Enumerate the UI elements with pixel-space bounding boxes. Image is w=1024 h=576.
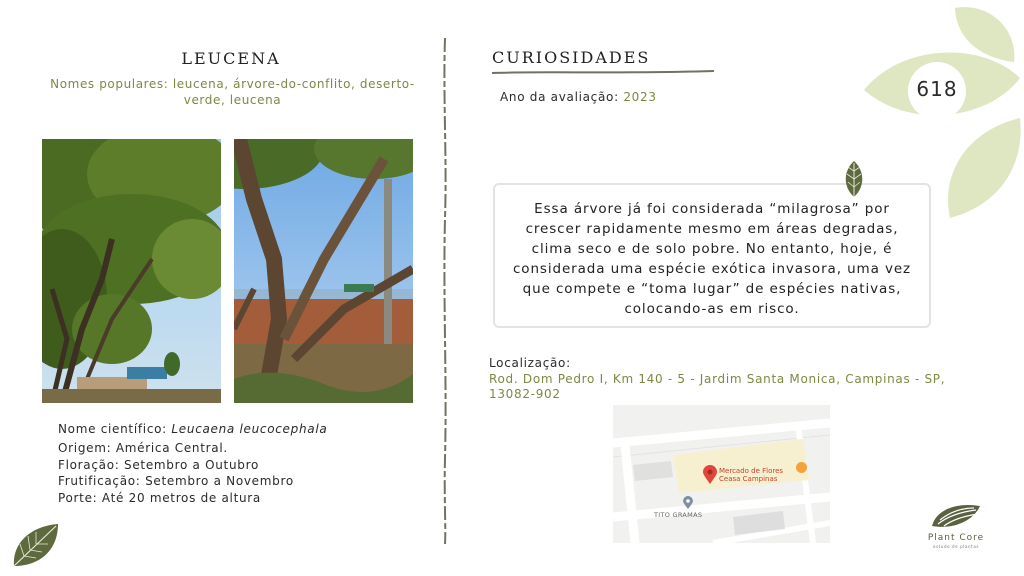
evaluation-year-line — [500, 90, 657, 104]
curiosity-text: Essa árvore já foi considerada “milagrosa” por crescer rapidamente mesmo em áreas degradas, clima seco e de solo pobre. No entanto, hoje, é considerada uma espécie exótica invasora, uma vez que compete e “toma lugar” de espécies nativas, colocando-as em risco. — [512, 201, 912, 317]
popular-names-label: Nomes populares: — [50, 77, 169, 91]
scientific-name-line — [58, 421, 327, 438]
evaluation-year-label: Ano da avaliação: — [500, 90, 619, 104]
map-place-line2: Ceasa Campinas — [719, 475, 778, 483]
logo-name: Plant Core — [927, 533, 985, 543]
logo-tagline: estudo de plantas — [932, 544, 980, 549]
evaluation-year: 2023 — [623, 90, 657, 104]
scientific-name: Leucaena leucocephala — [171, 422, 328, 436]
location-map[interactable] — [613, 405, 830, 543]
plant-core-logo-icon — [930, 500, 982, 532]
size: Porte: Até 20 metros de altura — [58, 491, 261, 505]
tree-photo-2 — [234, 139, 413, 403]
column-divider — [440, 38, 450, 544]
location-address: Rod. Dom Pedro I, Km 140 - 5 - Jardim Santa Monica, Campinas - SP, 13082-902 — [489, 372, 946, 401]
food-poi-icon[interactable] — [796, 462, 807, 473]
title-underline — [492, 68, 714, 76]
tree-photo-1 — [42, 139, 221, 403]
leaf-icon — [10, 522, 62, 570]
map-poi-label: TITO GRAMAS — [654, 511, 703, 519]
badge-number: 618 — [916, 77, 958, 101]
map-pin-icon[interactable] — [703, 465, 717, 485]
leaf-icon — [843, 159, 865, 199]
popular-names — [35, 76, 430, 108]
flowering: Floração: Setembro a Outubro — [58, 458, 259, 472]
fruiting: Frutificação: Setembro a Novembro — [58, 474, 294, 488]
curiosity-box — [493, 183, 931, 328]
scientific-label: Nome científico: — [58, 422, 167, 436]
map-place-label — [719, 467, 783, 483]
location-label: Localização: — [489, 356, 571, 370]
curiosities-title: CURIOSIDADES — [492, 48, 651, 67]
map-place-line1: Mercado de Flores — [719, 467, 784, 475]
popular-names-value: leucena, árvore-do-conflito, deserto-verde, leucena — [172, 77, 415, 107]
poi-pin-icon[interactable] — [683, 496, 693, 510]
origin: Origem: América Central. — [58, 441, 228, 455]
plant-name: LEUCENA — [181, 49, 281, 68]
